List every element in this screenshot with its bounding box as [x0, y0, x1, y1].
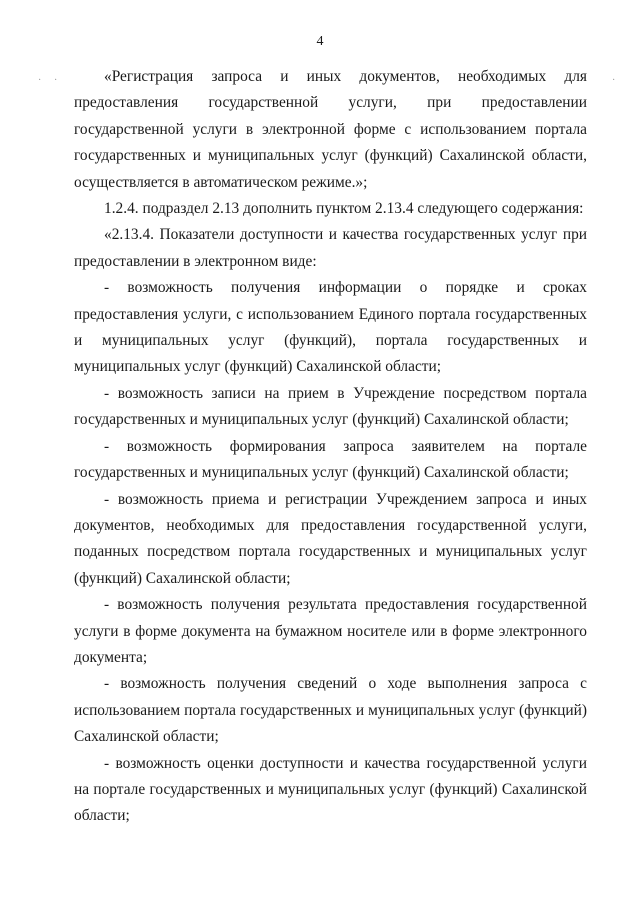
scan-speck: ·	[38, 75, 42, 86]
paragraph-amendment: 1.2.4. подраздел 2.13 дополнить пунктом 2.13.4 следующего содержания:	[104, 200, 584, 218]
list-item: - возможность формирования запроса заявителем на портале государственных и муниципальных услуг (функций) Сахалинской области;	[74, 437, 587, 482]
list-item: - возможность получения результата предоставления государственной услуги в форме документа на бумажном носителе или в форме электронного документа;	[74, 596, 587, 666]
document-body	[74, 64, 587, 830]
scan-speck: ·	[54, 75, 58, 86]
list-item: - возможность приема и регистрации Учреждением запроса и иных документов, необходимых для предоставления государственной услуги, поданных посредством портала государственных и муниципальных услуг (функций) Сахалинской области;	[74, 490, 587, 587]
list-item: - возможность записи на прием в Учреждение посредством портала государственных и муниципальных услуг (функций) Сахалинской области;	[74, 384, 587, 429]
page-number: 4	[316, 34, 324, 49]
list-item: - возможность оценки доступности и качества государственной услуги на портале государственных и муниципальных услуг (функций) Сахалинской области;	[74, 754, 587, 825]
list-item: - возможность получения информации о порядке и сроках предоставления услуги, с использованием Единого портала государственных и муниципальных услуг (функций), портала государственных и муниципальных услуг (функций) Сахалинской области;	[74, 279, 587, 376]
scan-speck: ·	[612, 75, 616, 86]
paragraph-registration: «Регистрация запроса и иных документов, необходимых для предоставления государственной услуги, при предоставлении государственной услуги в электронной форме с использованием портала государственных и муниципальных услуг (функций) Сахалинской области, осуществляется в автоматическом режиме.»;	[74, 68, 587, 191]
paragraph-indicators-heading: «2.13.4. Показатели доступности и качества государственных услуг при предоставлении в электронном виде:	[74, 226, 587, 270]
list-item: - возможность получения сведений о ходе выполнения запроса с использованием портала государственных и муниципальных услуг (функций) Сахалинской области;	[74, 675, 587, 746]
